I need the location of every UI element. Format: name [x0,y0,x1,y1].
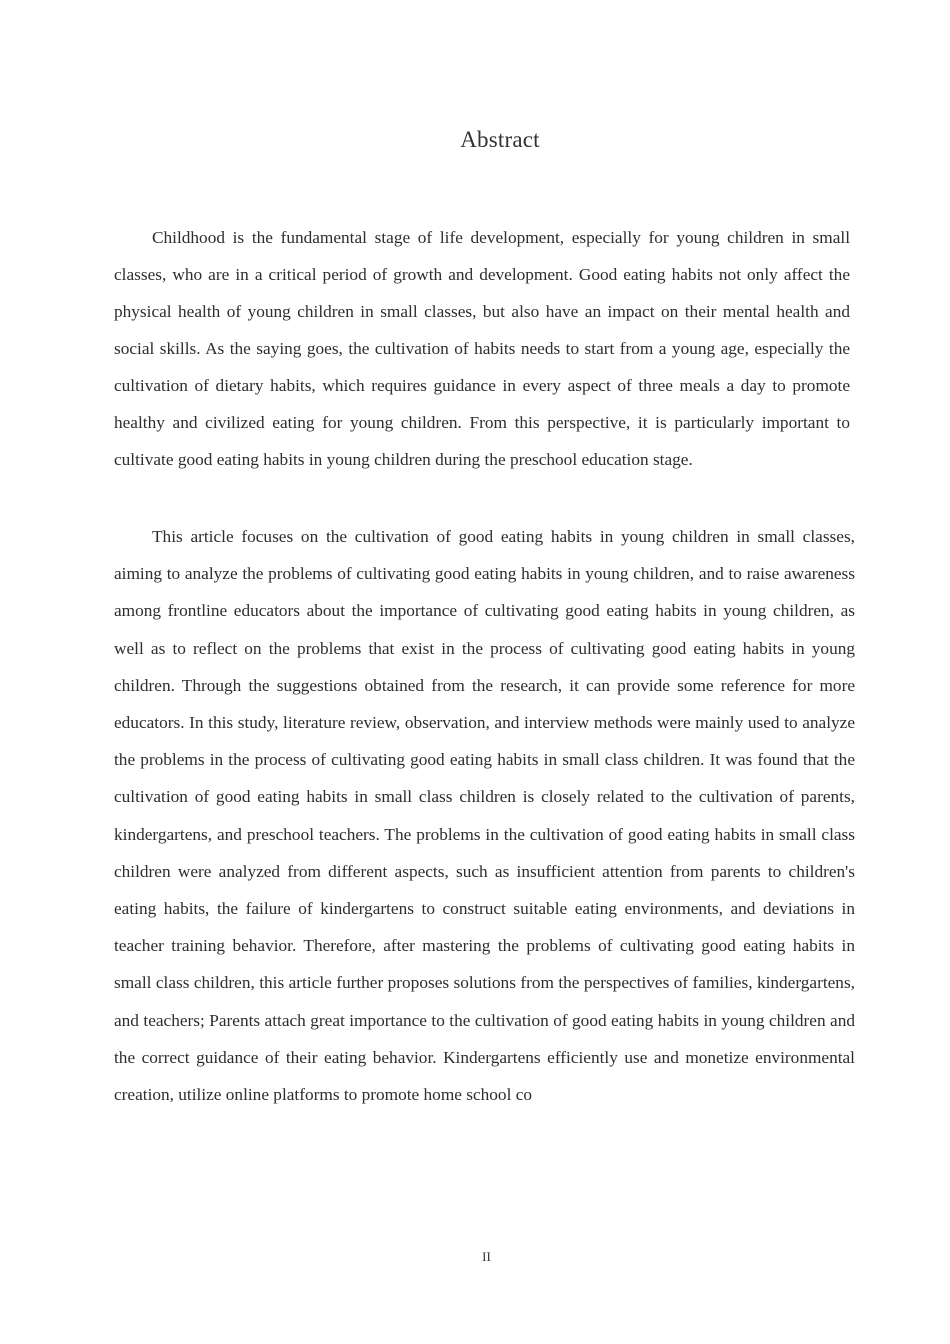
page-title: Abstract [460,127,540,152]
abstract-paragraph-2: This article focuses on the cultivation of good eating habits in young children in small classes, aiming to analyze the problems of cultivating good eating habits in young children, and to raise awareness among frontline educators about the importance of cultivating good eating habits in young children, as well as to reflect on the problems that exist in the process of cultivating good eating habits in young children. Through the suggestions obtained from the research, it can provide some reference for more educators. In this study, literature review, observation, and interview methods were mainly used to analyze the problems in the process of cultivating good eating habits in small class children. It was found that the cultivation of good eating habits in small class children is closely related to the cultivation of parents, kindergartens, and preschool teachers. The problems in the cultivation of good eating habits in small class children were analyzed from different aspects, such as insufficient attention from parents to children's eating habits, the failure of kindergartens to construct suitable eating environments, and deviations in teacher training behavior. Therefore, after mastering the problems of cultivating good eating habits in small class children, this article further proposes solutions from the perspectives of families, kindergartens, and teachers; Parents attach great importance to the cultivation of good eating habits in young children and the correct guidance of their eating behavior. Kindergartens efficiently use and monetize environmental creation, utilize online platforms to promote home school co [114,527,855,1105]
abstract-paragraph-1: Childhood is the fundamental stage of life development, especially for young children in small classes, who are in a critical period of growth and development. Good eating habits not only affect the physical health of young children in small classes, but also have an impact on their mental health and social skills. As the saying goes, the cultivation of habits needs to start from a young age, especially the cultivation of dietary habits, which requires guidance in every aspect of three meals a day to promote healthy and civilized eating for young children. From this perspective, it is particularly important to cultivate good eating habits in young children during the preschool education stage. [114,228,850,469]
page-number: II [482,1249,491,1264]
